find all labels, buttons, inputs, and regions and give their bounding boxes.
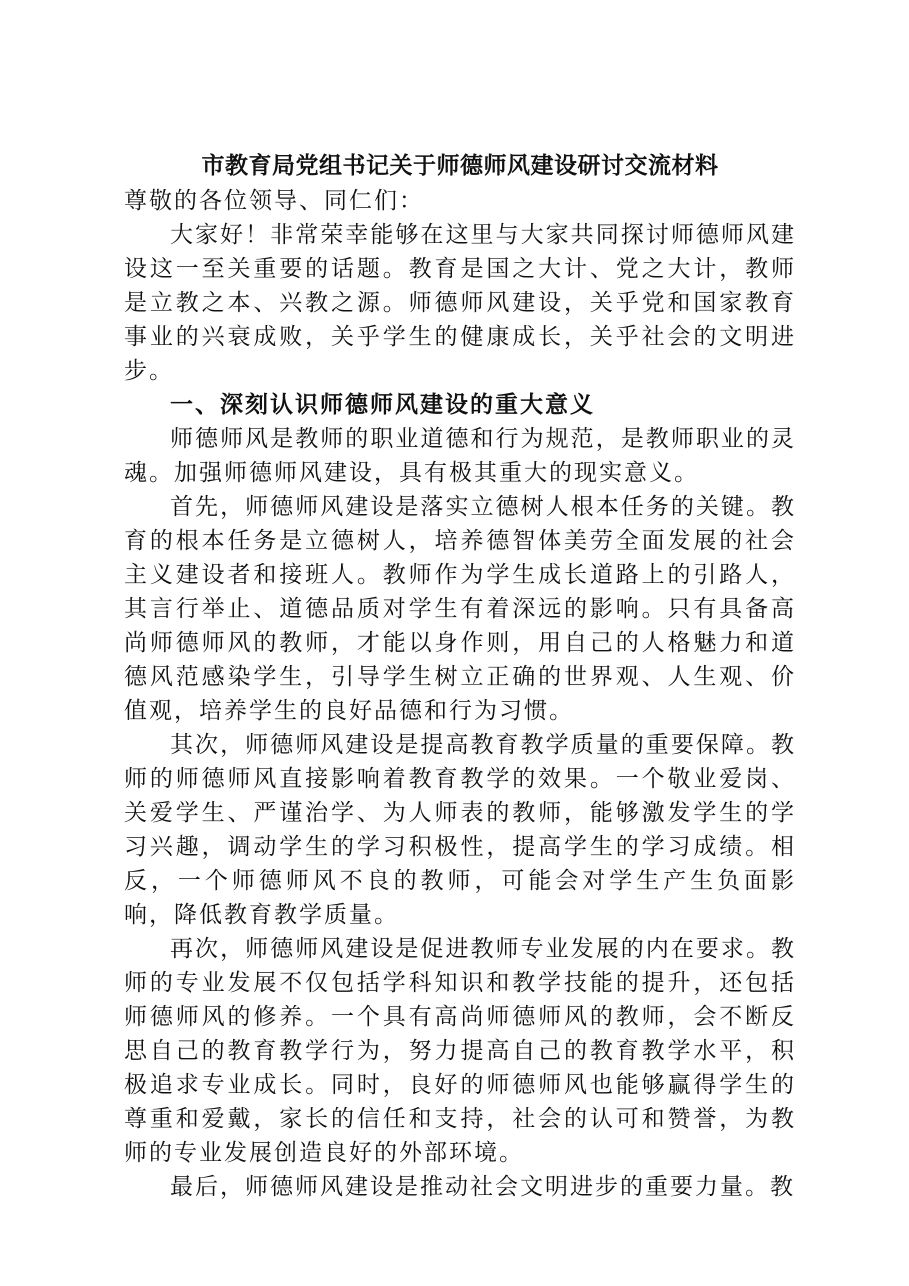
salutation: 尊敬的各位领导、同仁们： <box>124 188 424 214</box>
first-point-paragraph: 首先，师德师风建设是落实立德树人根本任务的关键。教育的根本任务是立德树人，培养德智体美劳全面发展的社会主义建设者和接班人。教师作为学生成长道路上的引路人，其言行举止、道德品质对学生有着深远的影响。只有具备高尚师德师风的教师，才能以身作则，用自己的人格魅力和道德风范感染学生，引导学生树立正确的世界观、人生观、价值观，培养学生的良好品德和行为习惯。 <box>124 494 796 724</box>
document-title: 市教育局党组书记关于师德师风建设研讨交流材料 <box>201 152 719 179</box>
third-point-paragraph: 再次，师德师风建设是促进教师专业发展的内在要求。教师的专业发展不仅包括学科知识和教学技能的提升，还包括师德师风的修养。一个具有高尚师德师风的教师，会不断反思自己的教育教学行为，努力提高自己的教育教学水平，积极追求专业成长。同时，良好的师德师风也能够赢得学生的尊重和爱戴，家长的信任和支持，社会的认可和赞誉，为教师的专业发展创造良好的外部环境。 <box>124 936 796 1166</box>
section-heading: 一、深刻认识师德师风建设的重大意义 <box>170 392 595 418</box>
second-point-paragraph: 其次，师德师风建设是提高教育教学质量的重要保障。教师的师德师风直接影响着教育教学的效果。一个敬业爱岗、关爱学生、严谨治学、为人师表的教师，能够激发学生的学习兴趣，调动学生的学习积极性，提高学生的学习成绩。相反，一个师德师风不良的教师，可能会对学生产生负面影响，降低教育教学质量。 <box>124 732 796 928</box>
document-body <box>124 148 796 1204</box>
section-intro-paragraph: 师德师风是教师的职业道德和行为规范，是教师职业的灵魂。加强师德师风建设，具有极其重大的现实意义。 <box>124 426 796 486</box>
intro-paragraph: 大家好！非常荣幸能够在这里与大家共同探讨师德师风建设这一至关重要的话题。教育是国之大计、党之大计，教师是立教之本、兴教之源。师德师风建设，关乎党和国家教育事业的兴衰成败，关乎学生的健康成长，关乎社会的文明进步。 <box>124 222 796 384</box>
last-point-paragraph: 最后，师德师风建设是推动社会文明进步的重要力量。教 <box>170 1174 795 1200</box>
